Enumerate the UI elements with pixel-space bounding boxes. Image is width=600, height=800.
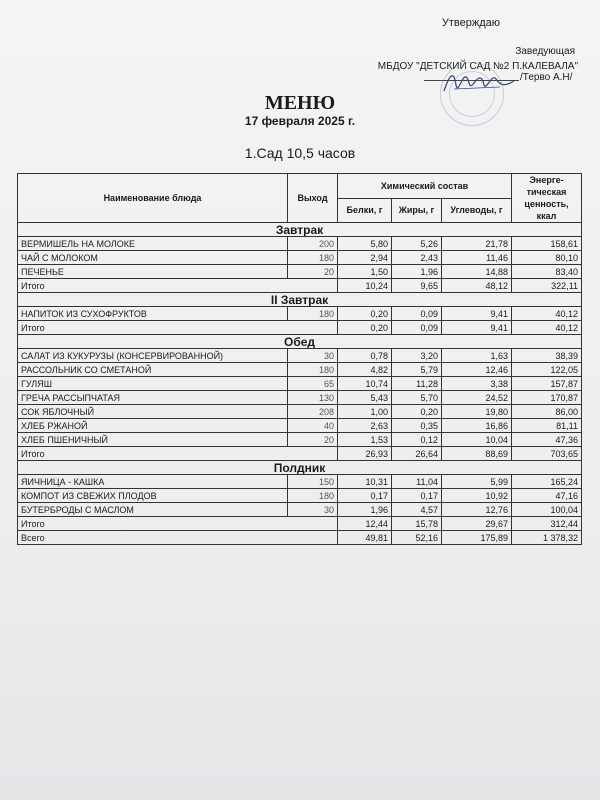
table-row [18,251,582,265]
dish-carb: 12,76 [442,503,512,517]
head-title: Заведующая [515,46,575,57]
dish-name: РАССОЛЬНИК СО СМЕТАНОЙ [18,363,288,377]
dish-carb: 19,80 [442,405,512,419]
dish-fat: 0,17 [392,489,442,503]
dish-name: ГРЕЧА РАССЫПЧАТАЯ [18,391,288,405]
dish-fat: 1,96 [392,265,442,279]
table-row [18,489,582,503]
dish-protein: 1,53 [338,433,392,447]
grand-total-protein: 49,81 [338,531,392,545]
table-row [18,265,582,279]
column-header-fat: Жиры, г [392,198,442,223]
column-header-protein: Белки, г [338,198,392,223]
dish-fat: 0,09 [392,307,442,321]
total-label: Итого [18,279,338,293]
column-header-energy: Энерге-тическая ценность, ккал [512,174,582,223]
dish-energy: 81,11 [512,419,582,433]
table-row [18,475,582,489]
dish-protein: 1,00 [338,405,392,419]
total-fat: 9,65 [392,279,442,293]
dish-energy: 165,24 [512,475,582,489]
dish-carb: 9,41 [442,307,512,321]
dish-fat: 4,57 [392,503,442,517]
dish-output: 180 [288,489,338,503]
dish-output: 65 [288,377,338,391]
section-header-row [18,461,582,475]
dish-name: КОМПОТ ИЗ СВЕЖИХ ПЛОДОВ [18,489,288,503]
dish-name: НАПИТОК ИЗ СУХОФРУКТОВ [18,307,288,321]
dish-protein: 0,78 [338,349,392,363]
dish-carb: 3,38 [442,377,512,391]
dish-name: ХЛЕБ ПШЕНИЧНЫЙ [18,433,288,447]
dish-carb: 12,46 [442,363,512,377]
section-title: Обед [18,335,582,349]
dish-output: 40 [288,419,338,433]
table-row [18,419,582,433]
total-row [18,447,582,461]
total-fat: 15,78 [392,517,442,531]
total-carb: 29,67 [442,517,512,531]
dish-output: 30 [288,349,338,363]
dish-name: ЯИЧНИЦА - КАШКА [18,475,288,489]
total-energy: 703,65 [512,447,582,461]
dish-output: 180 [288,363,338,377]
total-energy: 312,44 [512,517,582,531]
total-row [18,517,582,531]
dish-fat: 3,20 [392,349,442,363]
section-title: Полдник [18,461,582,475]
dish-fat: 5,79 [392,363,442,377]
menu-date: 17 февраля 2025 г. [244,114,356,128]
dish-carb: 1,63 [442,349,512,363]
dish-protein: 2,94 [338,251,392,265]
total-row [18,321,582,335]
dish-energy: 47,36 [512,433,582,447]
grand-total-row [18,531,582,545]
total-protein: 26,93 [338,447,392,461]
table-row [18,405,582,419]
dish-name: СОК ЯБЛОЧНЫЙ [18,405,288,419]
column-header-output: Выход [288,174,338,223]
dish-output: 30 [288,503,338,517]
table-row [18,391,582,405]
dish-name: САЛАТ ИЗ КУКУРУЗЫ (КОНСЕРВИРОВАННОЙ) [18,349,288,363]
section-header-row [18,223,582,237]
total-protein: 10,24 [338,279,392,293]
column-header-carb: Углеводы, г [442,198,512,223]
total-energy: 322,11 [512,279,582,293]
dish-carb: 14,88 [442,265,512,279]
dish-carb: 21,78 [442,237,512,251]
dish-energy: 83,40 [512,265,582,279]
grand-total-carb: 175,89 [442,531,512,545]
total-energy: 40,12 [512,321,582,335]
dish-name: ГУЛЯШ [18,377,288,391]
menu-table [17,173,582,545]
total-carb: 9,41 [442,321,512,335]
dish-carb: 24,52 [442,391,512,405]
page-title: МЕНЮ [264,92,336,114]
dish-protein: 5,80 [338,237,392,251]
dish-name: ЧАЙ С МОЛОКОМ [18,251,288,265]
dish-output: 150 [288,475,338,489]
table-row [18,237,582,251]
dish-protein: 10,74 [338,377,392,391]
dish-energy: 157,87 [512,377,582,391]
dish-energy: 40,12 [512,307,582,321]
dish-carb: 5,99 [442,475,512,489]
dish-carb: 11,46 [442,251,512,265]
total-label: Итого [18,447,338,461]
total-protein: 0,20 [338,321,392,335]
total-carb: 88,69 [442,447,512,461]
dish-output: 180 [288,307,338,321]
dish-name: ПЕЧЕНЬЕ [18,265,288,279]
dish-output: 20 [288,265,338,279]
dish-output: 180 [288,251,338,265]
section-header-row [18,293,582,307]
dish-output: 20 [288,433,338,447]
dish-protein: 10,31 [338,475,392,489]
grand-total-energy: 1 378,32 [512,531,582,545]
total-fat: 26,64 [392,447,442,461]
total-fat: 0,09 [392,321,442,335]
menu-table-body [18,223,582,545]
table-row [18,349,582,363]
dish-name: БУТЕРБРОДЫ С МАСЛОМ [18,503,288,517]
table-row [18,377,582,391]
table-row [18,433,582,447]
dish-protein: 1,96 [338,503,392,517]
dish-protein: 4,82 [338,363,392,377]
dish-fat: 0,20 [392,405,442,419]
section-title: II Завтрак [18,293,582,307]
dish-output: 208 [288,405,338,419]
dish-fat: 0,35 [392,419,442,433]
column-header-name: Наименование блюда [18,174,288,223]
dish-name: ХЛЕБ РЖАНОЙ [18,419,288,433]
dish-energy: 80,10 [512,251,582,265]
dish-protein: 0,20 [338,307,392,321]
dish-protein: 1,50 [338,265,392,279]
grand-total-fat: 52,16 [392,531,442,545]
dish-carb: 10,04 [442,433,512,447]
dish-carb: 10,92 [442,489,512,503]
section-title: Завтрак [18,223,582,237]
dish-fat: 5,70 [392,391,442,405]
dish-energy: 47,16 [512,489,582,503]
total-row [18,279,582,293]
dish-fat: 11,04 [392,475,442,489]
grand-total-label: Всего [18,531,338,545]
menu-subtitle: 1.Сад 10,5 часов [244,145,356,161]
dish-name: ВЕРМИШЕЛЬ НА МОЛОКЕ [18,237,288,251]
dish-fat: 11,28 [392,377,442,391]
dish-energy: 170,87 [512,391,582,405]
dish-energy: 100,04 [512,503,582,517]
dish-protein: 0,17 [338,489,392,503]
dish-fat: 5,26 [392,237,442,251]
dish-energy: 38,39 [512,349,582,363]
dish-output: 200 [288,237,338,251]
organization-name: МБДОУ "ДЕТСКИЙ САД №2 П.КАЛЕВАЛА" [377,61,578,72]
total-label: Итого [18,321,338,335]
total-carb: 48,12 [442,279,512,293]
dish-output: 130 [288,391,338,405]
table-row [18,307,582,321]
dish-energy: 158,61 [512,237,582,251]
approval-label: Утверждаю [441,17,500,29]
section-header-row [18,335,582,349]
dish-carb: 16,86 [442,419,512,433]
table-row [18,363,582,377]
director-name: /Терво А.Н/ [520,72,573,83]
total-label: Итого [18,517,338,531]
signature-line [424,80,519,81]
total-protein: 12,44 [338,517,392,531]
dish-energy: 122,05 [512,363,582,377]
dish-protein: 5,43 [338,391,392,405]
dish-fat: 2,43 [392,251,442,265]
dish-fat: 0,12 [392,433,442,447]
column-header-chem: Химический состав [338,174,512,199]
table-row [18,503,582,517]
dish-protein: 2,63 [338,419,392,433]
dish-energy: 86,00 [512,405,582,419]
